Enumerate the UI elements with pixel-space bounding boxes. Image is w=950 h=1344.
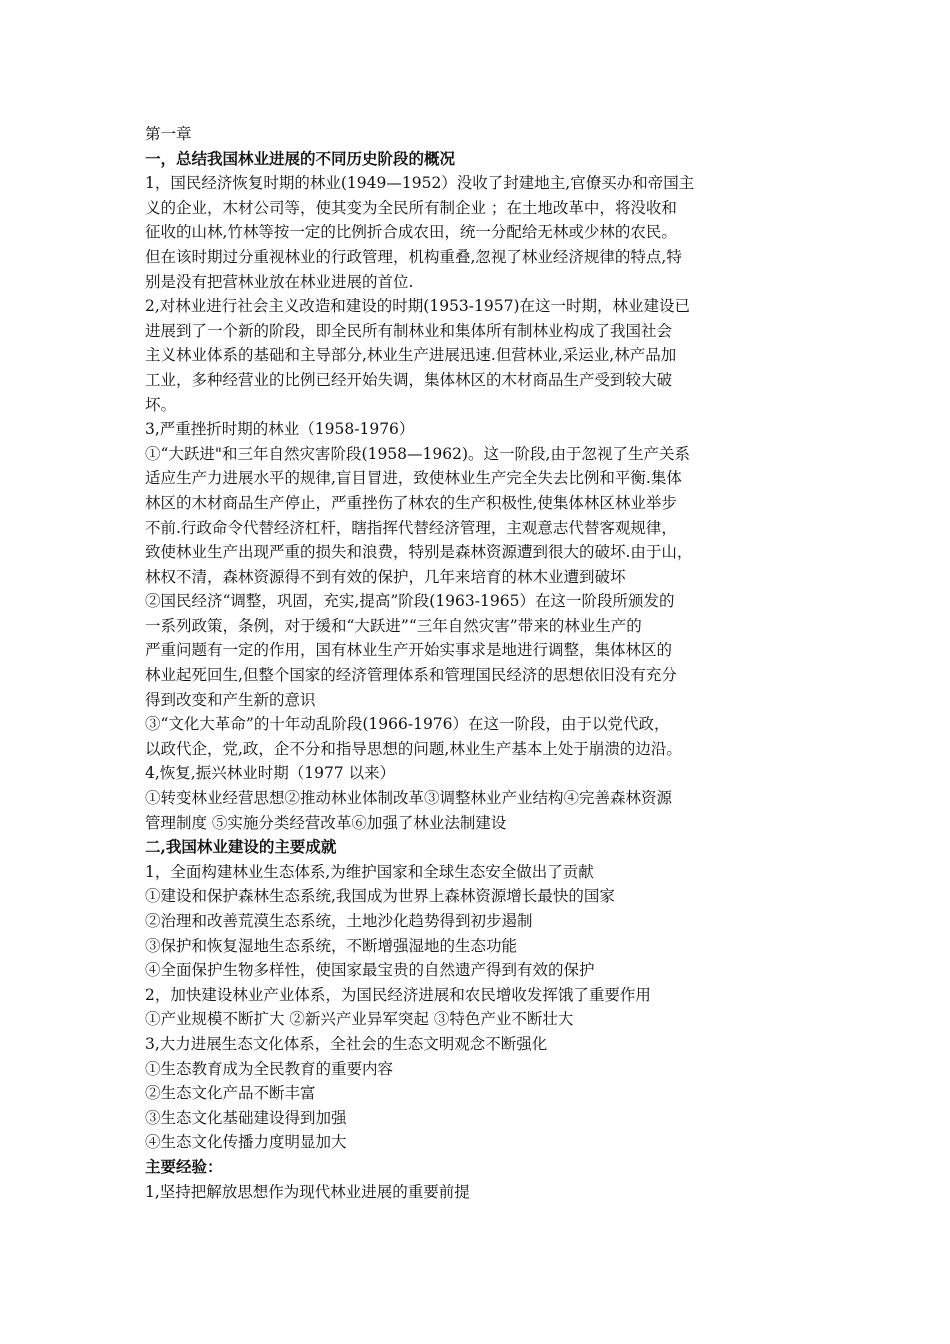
text-line: 2,对林业进行社会主义改造和建设的时期(1953-1957)在这一时期，林业建设已 (145, 297, 691, 316)
text-line: ②治理和改善荒漠生态系统，土地沙化趋势得到初步遏制 (145, 912, 533, 930)
text-line: 别是没有把营林业放在林业进展的首位. (145, 272, 414, 291)
text-line: 适应生产力进展水平的规律,盲目冒进，致使林业生产完全失去比例和平衡.集体 (145, 469, 682, 488)
text-line: 3,大力进展生态文化体系，全社会的生态文明观念不断强化 (145, 1034, 548, 1053)
text-line: 3,严重挫折时期的林业（1958-1976） (145, 420, 415, 439)
document-page (145, 122, 815, 1204)
text-line: 一系列政策，条例，对于缓和“大跃进”“三年自然灾害”带来的林业生产的 (145, 616, 642, 635)
text-line: 但在该时期过分重视林业的行政管理，机构重叠,忽视了林业经济规律的特点,特 (145, 247, 682, 266)
text-line: ①生态教育成为全民教育的重要内容 (145, 1059, 394, 1078)
text-line: 致使林业生产出现严重的损失和浪费，特别是森林资源遭到很大的破坏.由于山， (145, 543, 693, 562)
text-line: 坏。 (145, 395, 177, 414)
text-line: ③生态文化基础建设得到加强 (145, 1108, 347, 1127)
text-line: ②国民经济“调整，巩固，充实,提高”阶段(1963-1965）在这一阶段所颁发的 (145, 592, 675, 611)
text-line: 1，全面构建林业生态体系,为维护国家和全球生态安全做出了贡献 (145, 862, 594, 881)
text-line: 1,坚持把解放思想作为现代林业进展的重要前提 (145, 1182, 470, 1201)
text-line: 林权不清，森林资源得不到有效的保护，几年来培育的林木业遭到破坏 (145, 567, 626, 586)
text-line: 义的企业，木材公司等，使其变为全民所有制企业 ；在土地改革中，将没收和 (145, 198, 677, 217)
section-heading: 一，总结我国林业进展的不同历史阶段的概况 (145, 148, 456, 168)
text-line: ①转变林业经营思想②推动林业体制改革③调整林业产业结构④完善森林资源 (145, 789, 673, 808)
text-line: 主义林业体系的基础和主导部分,林业生产进展迅速.但营林业,采运业,林产品加 (145, 346, 677, 365)
text-line: ②生态文化产品不断丰富 (145, 1084, 316, 1103)
text-line: 得到改变和产生新的意识 (145, 690, 316, 709)
text-line: ③保护和恢复湿地生态系统，不断增强湿地的生态功能 (145, 936, 518, 955)
text-line: 严重问题有一定的作用，国有林业生产开始实事求是地进行调整，集体林区的 (145, 641, 673, 660)
text-line: ④全面保护生物多样性，使国家最宝贵的自然遗产得到有效的保护 (145, 961, 595, 980)
text-line: ①“大跃进"和三年自然灾害阶段(1958—1962)。这一阶段,由于忽视了生产关系 (145, 444, 690, 463)
text-line: 4,恢复,振兴林业时期（1977 以来） (145, 764, 396, 783)
text-line: 进展到了一个新的阶段，即全民所有制林业和集体所有制林业构成了我国社会 (145, 321, 673, 340)
text-line: 征收的山林,竹林等按一定的比例折合成农田，统一分配给无林或少林的农民。 (145, 223, 677, 242)
section-heading: 二,我国林业建设的主要成就 (145, 837, 337, 857)
text-line: 不前.行政命令代替经济杠杆，瞎指挥代替经济管理，主观意志代替客观规律， (145, 518, 677, 537)
text-line: 林业起死回生,但整个国家的经济管理体系和管理国民经济的思想依旧没有充分 (145, 666, 677, 685)
section-heading: 主要经验： (145, 1156, 223, 1176)
text-line: ①产业规模不断扩大 ②新兴产业异军突起 ③特色产业不断壮大 (145, 1010, 574, 1029)
text-line: 1，国民经济恢复时期的林业(1949—1952）没收了封建地主,官僚买办和帝国主 (145, 174, 695, 193)
text-line: 2，加快建设林业产业体系，为国民经济进展和农民增收发挥饿了重要作用 (145, 985, 651, 1004)
text-line: 以政代企，党,政，企不分和指导思想的问题,林业生产基本上处于崩溃的边沿。 (145, 739, 682, 758)
text-line: 林区的木材商品生产停止，严重挫伤了林农的生产积极性,使集体林区林业举步 (145, 493, 677, 512)
text-line: 第一章 (145, 125, 192, 143)
text-line: ④生态文化传播力度明显加大 (145, 1133, 347, 1152)
text-line: 工业，多种经营业的比例已经开始失调，集体林区的木材商品生产受到较大破 (145, 370, 673, 389)
text-line: ①建设和保护森林生态系统,我国成为世界上森林资源增长最快的国家 (145, 887, 615, 906)
text-line: ③“文化大革命”的十年动乱阶段(1966-1976）在这一阶段，由于以党代政， (145, 715, 670, 734)
text-line: 管理制度 ⑤实施分类经营改革⑥加强了林业法制建设 (145, 813, 507, 832)
